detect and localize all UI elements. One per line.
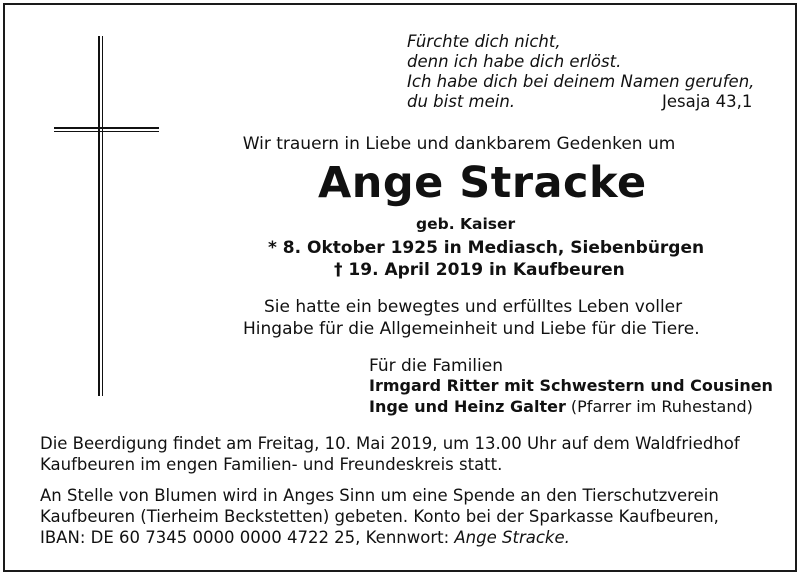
verse-reference: Jesaja 43,1 <box>662 92 753 111</box>
funeral-line-2: Kaufbeuren im engen Familien- und Freundeskreis statt. <box>40 455 503 474</box>
mourners-line-1: Irmgard Ritter mit Schwestern und Cousinen <box>369 376 773 395</box>
verse-line-2: denn ich habe dich erlöst. <box>407 52 622 71</box>
donation-keyword: Ange Stracke. <box>454 528 570 547</box>
mourners-line-2-note: (Pfarrer im Ruhestand) <box>565 397 753 416</box>
deceased-name: Ange Stracke <box>318 158 647 208</box>
birth-date: * 8. Oktober 1925 in Mediasch, Siebenbürgen <box>268 238 705 258</box>
donation-line-3 <box>40 528 570 547</box>
birth-name: geb. Kaiser <box>416 215 516 233</box>
mourners-heading: Für die Familien <box>369 356 503 376</box>
donation-line-1: An Stelle von Blumen wird in Anges Sinn um eine Spende an den Tierschutzverein <box>40 486 719 505</box>
donation-iban: IBAN: DE 60 7345 0000 0000 4722 25, Kennwort: <box>40 528 455 547</box>
verse-line-4: du bist mein. <box>407 92 516 111</box>
donation-line-2: Kaufbeuren (Tierheim Beckstetten) gebeten. Konto bei der Sparkasse Kaufbeuren, <box>40 507 719 526</box>
funeral-line-1: Die Beerdigung findet am Freitag, 10. Mai 2019, um 13.00 Uhr auf dem Waldfriedhof <box>40 434 740 453</box>
verse-line-1: Fürchte dich nicht, <box>407 32 561 51</box>
mourners-line-2-names: Inge und Heinz Galter <box>369 397 566 416</box>
mourners-line-2 <box>369 397 753 416</box>
death-date: † 19. April 2019 in Kaufbeuren <box>334 260 625 280</box>
tribute-line-1: Sie hatte ein bewegtes und erfülltes Leben voller <box>264 297 683 317</box>
intro-text: Wir trauern in Liebe und dankbarem Gedenken um <box>242 134 676 154</box>
tribute-line-2: Hingabe für die Allgemeinheit und Liebe für die Tiere. <box>243 319 700 339</box>
verse-line-3: Ich habe dich bei deinem Namen gerufen, <box>407 72 755 91</box>
